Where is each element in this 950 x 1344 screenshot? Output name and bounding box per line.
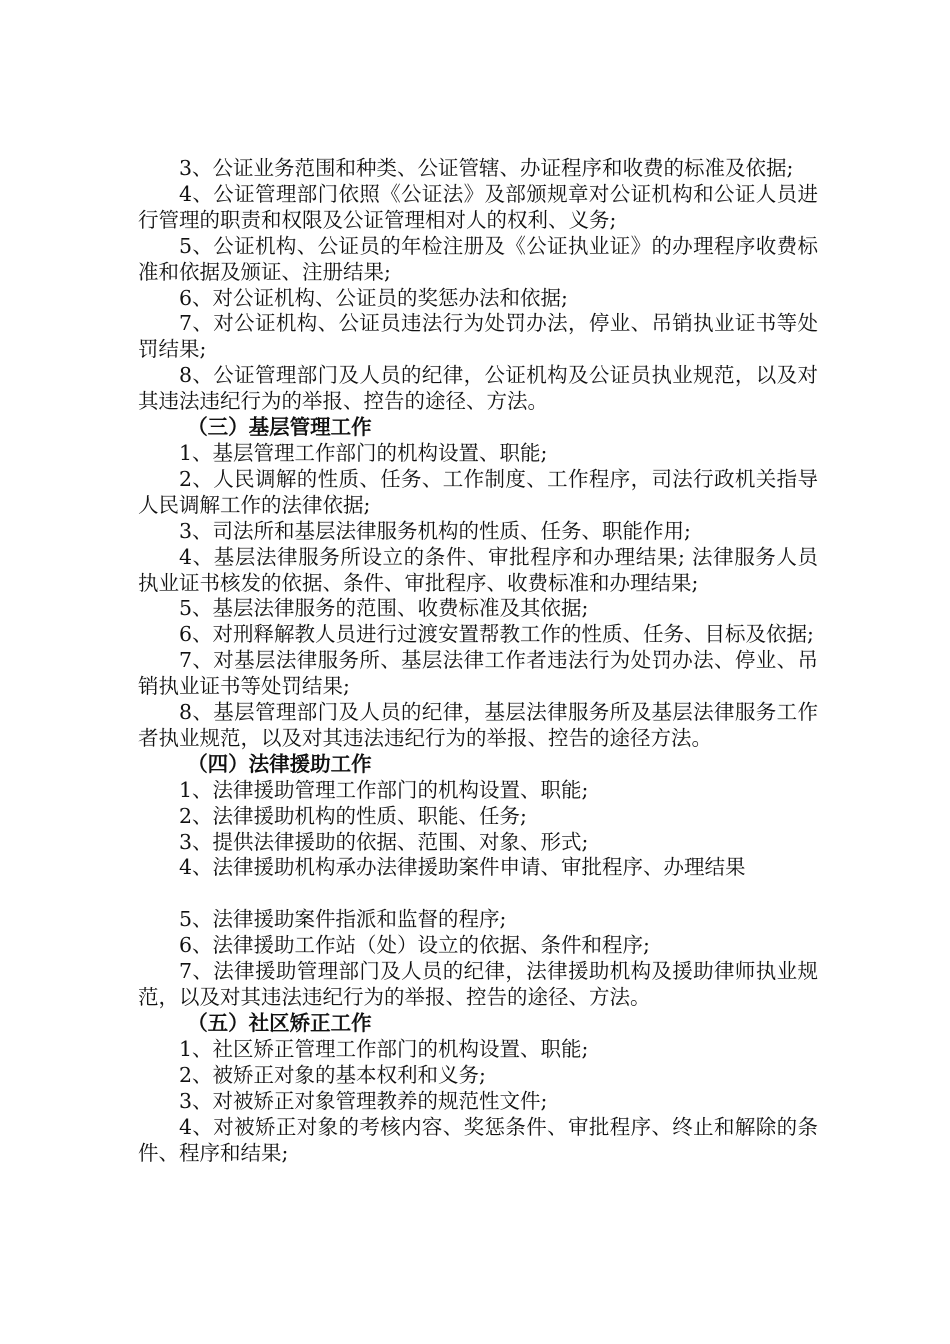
legal-aid-item-2: 2、法律援助机构的性质、职能、任务; <box>179 803 527 828</box>
community-item-2: 2、被矫正对象的基本权利和义务; <box>179 1062 486 1087</box>
grassroots-item-6: 6、对刑释解教人员进行过渡安置帮教工作的性质、任务、目标及依据; <box>179 622 814 647</box>
grassroots-item-1: 1、基层管理工作部门的机构设置、职能; <box>179 440 548 465</box>
grassroots-item-3: 3、司法所和基层法律服务机构的性质、任务、职能作用; <box>179 518 691 543</box>
legal-aid-item-1: 1、法律援助管理工作部门的机构设置、职能; <box>179 777 589 802</box>
notary-item-5: 5、公证机构、公证员的年检注册及《公证执业证》的办理程序收费标准和依据及颁证、注册结果; <box>138 233 818 284</box>
community-item-4: 4、对被矫正对象的考核内容、奖惩条件、审批程序、终止和解除的条件、程序和结果; <box>138 1114 818 1165</box>
grassroots-item-4: 4、基层法律服务所设立的条件、审批程序和办理结果; 法律服务人员执业证书核发的依据、条件、审批程序、收费标准和办理结果; <box>138 544 818 595</box>
section-heading-grassroots: （三）基层管理工作 <box>187 415 372 440</box>
section-heading-legal-aid: （四）法律援助工作 <box>187 751 372 776</box>
grassroots-item-7: 7、对基层法律服务所、基层法律工作者违法行为处罚办法、停业、吊销执业证书等处罚结果; <box>138 648 818 699</box>
notary-item-4: 4、公证管理部门依照《公证法》及部颁规章对公证机构和公证人员进行管理的职责和权限及公证管理相对人的权利、义务; <box>138 181 818 232</box>
notary-item-8: 8、公证管理部门及人员的纪律，公证机构及公证员执业规范，以及对其违法违纪行为的举报、控告的途径、方法。 <box>138 363 818 414</box>
notary-item-7: 7、对公证机构、公证员违法行为处罚办法，停业、吊销执业证书等处罚结果; <box>138 311 818 362</box>
notary-item-6: 6、对公证机构、公证员的奖惩办法和依据; <box>179 285 568 310</box>
community-item-3: 3、对被矫正对象管理教养的规范性文件; <box>179 1088 548 1113</box>
legal-aid-item-5: 5、法律援助案件指派和监督的程序; <box>179 907 507 932</box>
legal-aid-item-4: 4、法律援助机构承办法律援助案件申请、审批程序、办理结果 <box>179 855 746 880</box>
grassroots-item-2: 2、人民调解的性质、任务、工作制度、工作程序，司法行政机关指导人民调解工作的法律依据; <box>138 466 818 517</box>
grassroots-item-8: 8、基层管理部门及人员的纪律，基层法律服务所及基层法律服务工作者执业规范，以及对其违法违纪行为的举报、控告的途径方法。 <box>138 700 818 750</box>
community-item-1: 1、社区矫正管理工作部门的机构设置、职能; <box>179 1036 589 1061</box>
notary-item-3: 3、公证业务范围和种类、公证管辖、办证程序和收费的标准及依据; <box>179 156 794 180</box>
grassroots-item-5: 5、基层法律服务的范围、收费标准及其依据; <box>179 596 589 621</box>
legal-aid-item-6: 6、法律援助工作站（处）设立的依据、条件和程序; <box>179 933 650 958</box>
section-heading-community-correction: （五）社区矫正工作 <box>187 1011 372 1035</box>
document-body <box>138 156 818 1166</box>
legal-aid-item-3: 3、提供法律援助的依据、范围、对象、形式; <box>179 829 589 854</box>
legal-aid-item-7: 7、法律援助管理部门及人员的纪律，法律援助机构及援助律师执业规范，以及对其违法违纪行为的举报、控告的途径、方法。 <box>138 959 818 1010</box>
blank-line <box>138 881 818 907</box>
